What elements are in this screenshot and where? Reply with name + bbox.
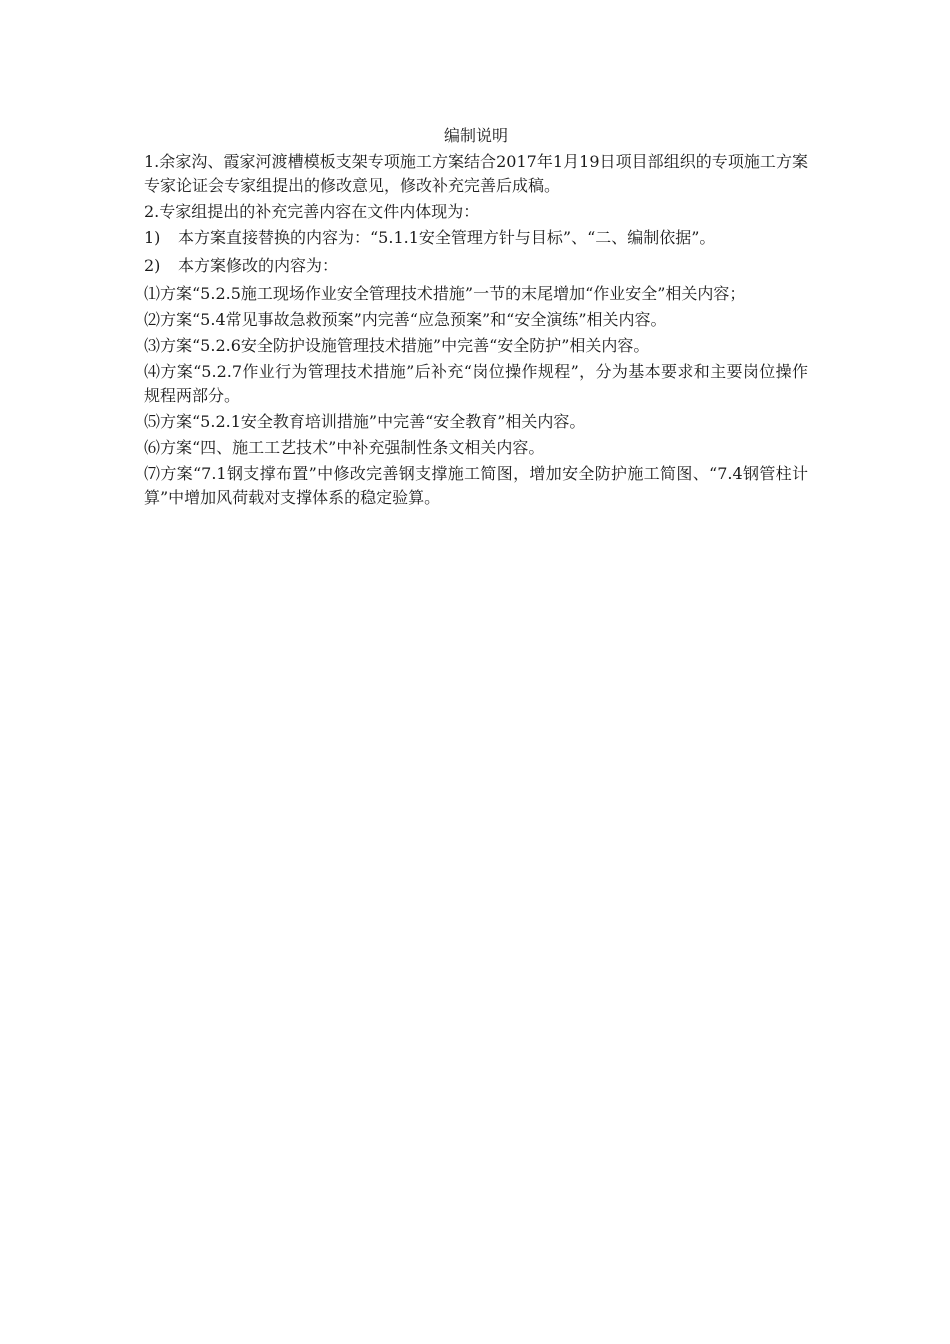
sub-item-7: ⑺方案“7.1钢支撑布置”中修改完善钢支撑施工简图，增加安全防护施工简图、“7.4钢管柱计算”中增加风荷载对支撑体系的稳定验算。 [144, 464, 808, 507]
list-item-1 [144, 226, 808, 250]
document-page [144, 124, 808, 512]
sub-item-6: ⑹方案“四、施工工艺技术”中补充强制性条文相关内容。 [144, 438, 545, 457]
sub-item-3: ⑶方案“5.2.6安全防护设施管理技术措施”中完善“安全防护”相关内容。 [144, 336, 650, 355]
list-text: 本方案直接替换的内容为：“5.1.1安全管理方针与目标”、“二、编制依据”。 [178, 228, 716, 247]
paragraph-2: 2.专家组提出的补充完善内容在文件内体现为： [144, 202, 480, 221]
paragraph-1: 1.余家沟、霞家河渡槽模板支架专项施工方案结合2017年1月19日项目部组织的专项施工方案专家论证会专家组提出的修改意见，修改补充完善后成稿。 [144, 152, 808, 195]
document-title: 编制说明 [443, 126, 508, 145]
sub-item-4: ⑷方案“5.2.7作业行为管理技术措施”后补充“岗位操作规程”，分为基本要求和主要岗位操作规程两部分。 [144, 362, 808, 405]
list-number: 1) [144, 228, 161, 247]
list-item-2 [144, 254, 808, 278]
sub-item-1: ⑴方案“5.2.5施工现场作业安全管理技术措施”一节的末尾增加“作业安全”相关内容； [144, 284, 746, 303]
list-text: 本方案修改的内容为： [178, 256, 339, 275]
list-number: 2) [144, 256, 161, 275]
sub-item-2: ⑵方案“5.4常见事故急救预案”内完善“应急预案”和“安全演练”相关内容。 [144, 310, 667, 329]
sub-item-5: ⑸方案“5.2.1安全教育培训措施”中完善“安全教育”相关内容。 [144, 412, 586, 431]
